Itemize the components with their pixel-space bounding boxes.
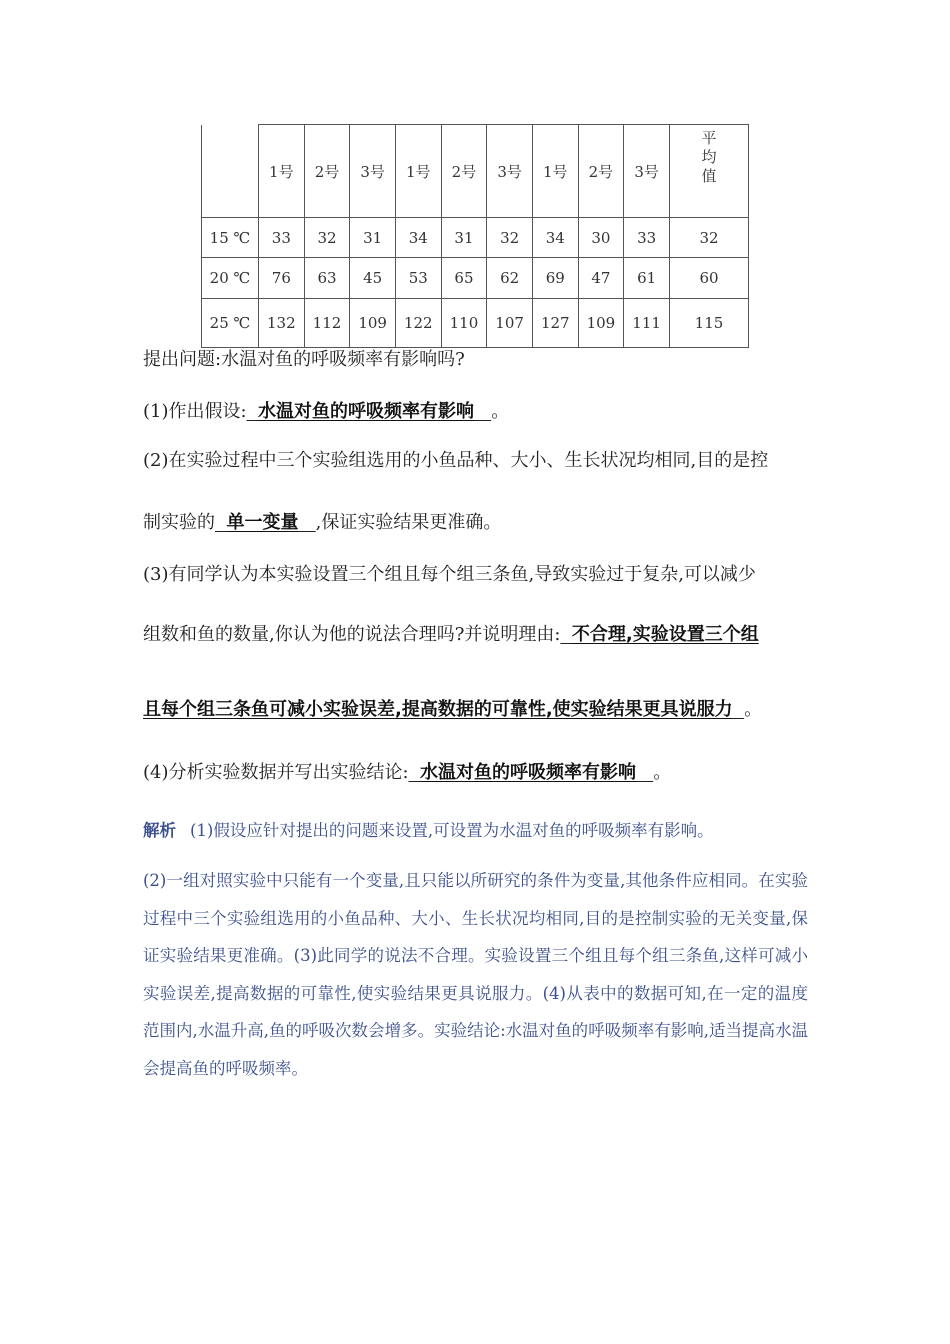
table-cell: 32: [670, 218, 749, 258]
table-cell: 47: [578, 258, 624, 299]
q3-line1: (3)有同学认为本实验设置三个组且每个组三条鱼,导致实验过于复杂,可以减少: [143, 564, 756, 585]
table-cell: 76: [259, 258, 305, 299]
table-cell: 33: [624, 218, 670, 258]
q3-prefix: 组数和鱼的数量,你认为他的说法合理吗?并说明理由:: [143, 624, 561, 645]
q3-answer-part1: 不合理,实验设置三个组: [571, 624, 759, 645]
table-cell: 34: [532, 218, 578, 258]
table-cell: 115: [670, 299, 749, 348]
q3-line3: [143, 695, 762, 721]
table-cell: 45: [350, 258, 396, 299]
header-cell: 3号: [487, 125, 533, 218]
table-row: [202, 258, 749, 299]
table-cell: 32: [487, 218, 533, 258]
table-cell: 62: [487, 258, 533, 299]
header-cell: 2号: [304, 125, 350, 218]
table-cell: 31: [350, 218, 396, 258]
avg-header-char: 值: [701, 167, 717, 185]
row-label: 20 ℃: [202, 258, 259, 299]
header-cell-average: [670, 125, 749, 218]
explanation-tag: 解析: [143, 821, 176, 840]
avg-header-char: 均: [701, 148, 717, 166]
header-cell: 3号: [350, 125, 396, 218]
table-cell: 127: [532, 299, 578, 348]
table-cell: 109: [350, 299, 396, 348]
table-cell: 53: [395, 258, 441, 299]
explanation-text: (1)假设应针对提出的问题来设置,可设置为水温对鱼的呼吸频率有影响。: [190, 821, 714, 840]
table-cell: 111: [624, 299, 670, 348]
q2-suffix: ,保证实验结果更准确。: [315, 512, 502, 533]
table-cell: 65: [441, 258, 487, 299]
q1-answer: 水温对鱼的呼吸频率有影响: [258, 401, 475, 422]
q1-prefix: (1)作出假设:: [143, 401, 247, 422]
table-cell: 30: [578, 218, 624, 258]
header-cell: 2号: [441, 125, 487, 218]
q2-prefix: 制实验的: [143, 512, 215, 533]
table-cell: 110: [441, 299, 487, 348]
q3-line2: [143, 620, 759, 646]
question-text: 提出问题:水温对鱼的呼吸频率有影响吗?: [143, 349, 465, 370]
table-cell: 63: [304, 258, 350, 299]
header-cell: 1号: [259, 125, 305, 218]
table-cell: 31: [441, 218, 487, 258]
table-cell: 109: [578, 299, 624, 348]
q1-line: [143, 397, 509, 423]
q1-suffix: 。: [491, 401, 510, 422]
table-row: [202, 218, 749, 258]
explanation-first-line: [143, 812, 808, 850]
avg-header-char: 平: [701, 129, 717, 147]
row-label: 15 ℃: [202, 218, 259, 258]
fish-breathing-table: [201, 124, 749, 348]
q4-answer: 水温对鱼的呼吸频率有影响: [420, 762, 637, 783]
q4-line: [143, 758, 671, 784]
header-cell: 2号: [578, 125, 624, 218]
table-cell: 33: [259, 218, 305, 258]
table-cell: 34: [395, 218, 441, 258]
table-header-row: [202, 125, 749, 218]
table-cell: 69: [532, 258, 578, 299]
table-corner-cell: [202, 125, 259, 218]
table-cell: 132: [259, 299, 305, 348]
table-cell: 107: [487, 299, 533, 348]
q3-answer-part2: 且每个组三条鱼可减小实验误差,提高数据的可靠性,使实验结果更具说服力: [143, 699, 733, 720]
table-cell: 122: [395, 299, 441, 348]
header-cell: 1号: [395, 125, 441, 218]
row-label: 25 ℃: [202, 299, 259, 348]
explanation-body: (2)一组对照实验中只能有一个变量,且只能以所研究的条件为变量,其他条件应相同。在实验过程中三个实验组选用的小鱼品种、大小、生长状况均相同,目的是控制实验的无关变量,保证实验结果更准确。(3)此同学的说法不合理。实验设置三个组且每个组三条鱼,这样可减小实验误差,提高数据的可靠性,使实验结果更具说服力。(4)从表中的数据可知,在一定的温度范围内,水温升高,鱼的呼吸次数会增多。实验结论:水温对鱼的呼吸频率有影响,适当提高水温会提高鱼的呼吸频率。: [143, 871, 808, 1078]
q4-suffix: 。: [653, 762, 672, 783]
header-cell: 1号: [532, 125, 578, 218]
q3-suffix: 。: [744, 699, 763, 720]
table-cell: 61: [624, 258, 670, 299]
table-cell: 60: [670, 258, 749, 299]
header-cell: 3号: [624, 125, 670, 218]
q2-answer: 单一变量: [226, 512, 299, 533]
table-row: [202, 299, 749, 348]
table-cell: 32: [304, 218, 350, 258]
q2-line2: [143, 508, 501, 534]
table-cell: 112: [304, 299, 350, 348]
q4-prefix: (4)分析实验数据并写出实验结论:: [143, 762, 409, 783]
q2-line1: (2)在实验过程中三个实验组选用的小鱼品种、大小、生长状况均相同,目的是控: [143, 450, 769, 471]
